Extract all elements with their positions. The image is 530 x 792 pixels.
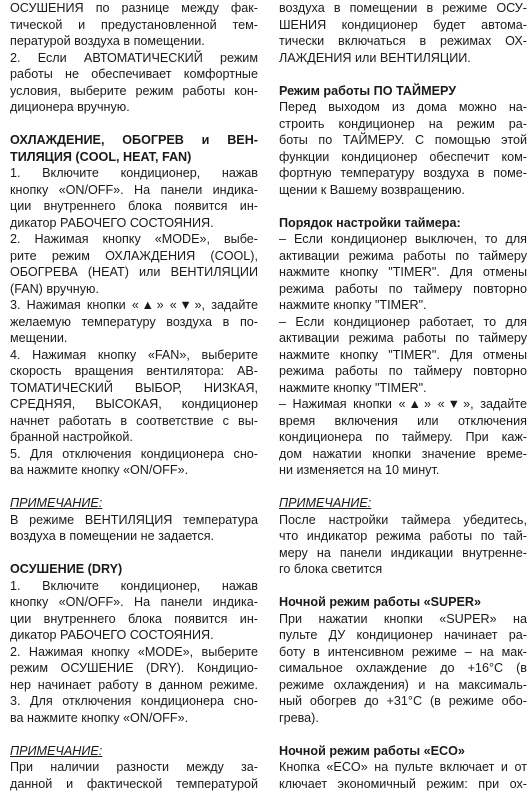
text-line: кондиционера по таймеру. При каж- xyxy=(279,429,527,446)
paragraph-gap xyxy=(279,198,527,215)
text-line: После настройки таймера убедитесь, xyxy=(279,512,527,529)
text-line: симальное охлаждение до +16°С (в xyxy=(279,660,527,677)
text-line: Перед выходом из дома можно на- xyxy=(279,99,527,116)
text-line: ОБОГРЕВА (HEAT) или ВЕНТИЛЯЦИИ xyxy=(10,264,258,281)
note-label: ПРИМЕЧАНИЕ: xyxy=(279,495,527,512)
text-line: дикатор РАБОЧЕГО СОСТОЯНИЯ. xyxy=(10,215,258,232)
paragraph-gap xyxy=(10,726,258,743)
section-heading-line: Порядок настройки таймера: xyxy=(279,215,527,232)
text-line: ТОМАТИЧЕСКИЙ ВЫБОР, НИЗКАЯ, xyxy=(10,380,258,397)
text-line: ный обогрев до +31°С (в режиме обо- xyxy=(279,693,527,710)
text-line: тически включаться в режимах ОХ- xyxy=(279,33,527,50)
text-line: 4. Нажимая кнопку «FAN», выберите xyxy=(10,347,258,364)
text-line: мещении. xyxy=(10,330,258,347)
text-line: ва нажмите кнопку «ON/OFF». xyxy=(10,462,258,479)
text-line: диционера вручную. xyxy=(10,99,258,116)
left-column xyxy=(10,0,258,792)
text-line: ОСУШЕНИЯ по разнице между фак- xyxy=(10,0,258,17)
text-line: ЛАЖДЕНИЯ или ВЕНТИЛЯЦИИ. xyxy=(279,50,527,67)
text-line: работы не обеспечивает комфортные xyxy=(10,66,258,83)
text-line: ции внутреннего блока появится ин- xyxy=(10,198,258,215)
text-line: кнопку «ON/OFF». На панели индика- xyxy=(10,182,258,199)
text-line: время включения или отключения xyxy=(279,413,527,430)
text-line: Кнопка «ECO» на пульте включает и от xyxy=(279,759,527,776)
section-heading-line: Ночной режим работы «ECO» xyxy=(279,743,527,760)
paragraph-gap xyxy=(279,578,527,595)
text-line: ШЕНИЯ кондиционер будет автома- xyxy=(279,17,527,34)
text-line: скорость вращения вентилятора: АВ- xyxy=(10,363,258,380)
text-line: В режиме ВЕНТИЛЯЦИЯ температура xyxy=(10,512,258,529)
text-line: 1. Включите кондиционер, нажав xyxy=(10,578,258,595)
text-line: СРЕДНЯЯ, ВЫСОКАЯ, кондиционер xyxy=(10,396,258,413)
text-line: щении к Вашему возвращению. xyxy=(279,182,527,199)
text-line: бранной настройкой. xyxy=(10,429,258,446)
text-line: режима работы по таймеру повторно xyxy=(279,363,527,380)
text-line: начнет работать в соответствие с вы- xyxy=(10,413,258,430)
paragraph-gap xyxy=(279,726,527,743)
text-line: (FAN) вручную. xyxy=(10,281,258,298)
text-line: – Если кондиционер выключен, то для xyxy=(279,231,527,248)
text-line: 1. Включите кондиционер, нажав xyxy=(10,165,258,182)
text-line: режим ОСУШЕНИЕ (DRY). Кондицио- xyxy=(10,660,258,677)
text-line: грева). xyxy=(279,710,527,727)
text-line: нажмите кнопку "TIMER". Для отмены xyxy=(279,347,527,364)
paragraph-gap xyxy=(10,116,258,133)
text-line: ключает экономичный режим: при ох- xyxy=(279,776,527,792)
text-line: 2. Нажимая кнопку «MODE», выберите xyxy=(10,644,258,661)
paragraph-gap xyxy=(10,545,258,562)
text-line: 3. Нажимая кнопки «▲» «▼», задайте xyxy=(10,297,258,314)
text-line: активации режима работы по таймеру xyxy=(279,248,527,265)
text-line: нажмите кнопку "TIMER". Для отмены xyxy=(279,264,527,281)
text-line: тической и предустановленной тем- xyxy=(10,17,258,34)
text-line: дом нажатии кнопки значение време- xyxy=(279,446,527,463)
section-heading-line: ОХЛАЖДЕНИЕ, ОБОГРЕВ и ВЕН- xyxy=(10,132,258,149)
text-line: данной и фактической температурой xyxy=(10,776,258,792)
text-line: – Если кондиционер работает, то для xyxy=(279,314,527,331)
section-heading-line: Ночной режим работы «SUPER» xyxy=(279,594,527,611)
text-line: пературой воздуха в помещении. xyxy=(10,33,258,50)
text-line: боту в интенсивном режиме – на мак- xyxy=(279,644,527,661)
section-heading-line: ОСУШЕНИЕ (DRY) xyxy=(10,561,258,578)
text-line: ции внутреннего блока появится ин- xyxy=(10,611,258,628)
right-column xyxy=(279,0,527,792)
section-heading-line: ТИЛЯЦИЯ (COOL, HEAT, FAN) xyxy=(10,149,258,166)
note-label: ПРИМЕЧАНИЕ: xyxy=(10,495,258,512)
text-line: меру на панели индикации внутренне- xyxy=(279,545,527,562)
text-line: 2. Если АВТОМАТИЧЕСКИЙ режим xyxy=(10,50,258,67)
paragraph-gap xyxy=(279,479,527,496)
text-line: нажмите кнопку "TIMER". xyxy=(279,297,527,314)
text-line: воздуха в помещении не задается. xyxy=(10,528,258,545)
text-line: рите режим ОХЛАЖДЕНИЯ (COOL), xyxy=(10,248,258,265)
text-line: ва нажмите кнопку «ON/OFF». xyxy=(10,710,258,727)
text-line: ни изменяется на 10 минут. xyxy=(279,462,527,479)
text-line: 5. Для отключения кондиционера сно- xyxy=(10,446,258,463)
text-line: кнопку «ON/OFF». На панели индика- xyxy=(10,594,258,611)
text-line: дикатор РАБОЧЕГО СОСТОЯНИЯ. xyxy=(10,627,258,644)
text-line: условия, выберите режим работы кон- xyxy=(10,83,258,100)
text-line: нер начинает работу в данном режиме. xyxy=(10,677,258,694)
text-line: желаемую температуру воздуха в по- xyxy=(10,314,258,331)
text-line: функции кондиционер обеспечит ком- xyxy=(279,149,527,166)
section-heading-line: Режим работы ПО ТАЙМЕРУ xyxy=(279,83,527,100)
text-line: фортную температуру воздуха в поме- xyxy=(279,165,527,182)
text-line: строить кондиционер на режим ра- xyxy=(279,116,527,133)
text-line: При наличии разности между за- xyxy=(10,759,258,776)
text-line: режима работы по таймеру повторно xyxy=(279,281,527,298)
text-line: 3. Для отключения кондиционера сно- xyxy=(10,693,258,710)
paragraph-gap xyxy=(10,479,258,496)
text-line: нажмите кнопку "TIMER". xyxy=(279,380,527,397)
text-line: 2. Нажимая кнопку «MODE», выбе- xyxy=(10,231,258,248)
text-line: При нажатии кнопки «SUPER» на xyxy=(279,611,527,628)
paragraph-gap xyxy=(279,66,527,83)
text-line: что индикатор режима работы по тай- xyxy=(279,528,527,545)
note-label: ПРИМЕЧАНИЕ: xyxy=(10,743,258,760)
text-line: боты по ТАЙМЕРУ. С помощью этой xyxy=(279,132,527,149)
text-line: – Нажимая кнопки «▲» «▼», задайте xyxy=(279,396,527,413)
text-line: активации режима работы по таймеру xyxy=(279,330,527,347)
text-line: го блока светится xyxy=(279,561,527,578)
text-line: режиме охлаждения) и на максималь- xyxy=(279,677,527,694)
text-line: пульте ДУ кондиционер начинает ра- xyxy=(279,627,527,644)
text-line: воздуха в помещении в режиме ОСУ- xyxy=(279,0,527,17)
